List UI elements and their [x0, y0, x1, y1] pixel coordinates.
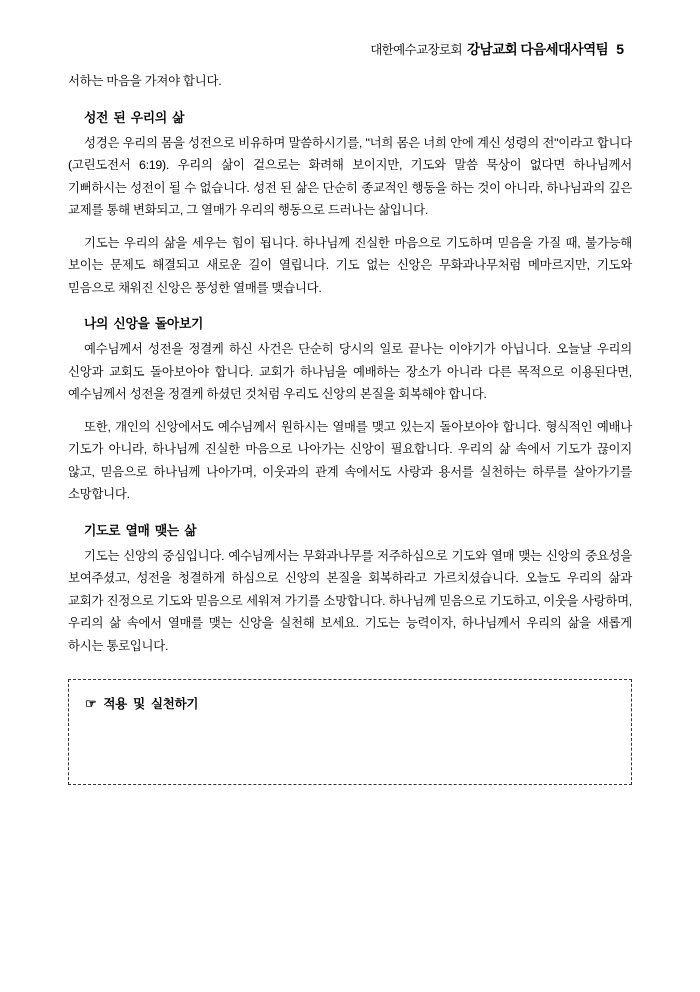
header-organization: 대한예수교장로회 [370, 43, 462, 57]
document-body [68, 64, 632, 785]
paragraph-1-1: 성경은 우리의 몸을 성전으로 비유하며 말씀하시기를, "너희 몸은 너희 안에 계신 성령의 전"이라고 합니다(고린도전서 6:19). 우리의 삶이 겉으로는 화려해 보이지만, 기도와 말씀 묵상이 없다면 하나님께서 기뻐하시는 성전이 될 수 없습니다. 성전 된 삶은 단순히 종교적인 행동을 하는 것이 아니라, 하나님과의 깊은 교제를 통해 변화되고, 그 열매가 우리의 행동으로 드러나는 삶입니다. [68, 135, 632, 217]
paragraph-2-2: 또한, 개인의 신앙에서도 예수님께서 원하시는 열매를 맺고 있는지 돌아보아야 합니다. 형식적인 예배나 기도가 아니라, 하나님께 진실한 마음으로 나아가는 신앙이 필요합니다. 우리의 삶 속에서 기도가 끊이지 않고, 믿음으로 하나님께 나아가며, 이웃과의 관계 속에서도 사랑과 용서를 실천하는 하루를 살아가기를 소망합니다. [68, 419, 632, 501]
page-header [68, 30, 632, 64]
opening-paragraph: 서하는 마음을 가져야 합니다. [68, 74, 222, 88]
section-heading-2: 나의 신앙을 돌아보기 [84, 316, 204, 331]
application-box-title-text: 적용 및 실천하기 [103, 697, 199, 711]
pointing-hand-icon: ☞ [85, 695, 97, 711]
paragraph-3-1: 기도는 신앙의 중심입니다. 예수님께서는 무화과나무를 저주하심으로 기도와 열매 맺는 신앙의 중요성을 보여주셨고, 성전을 청결하게 하심으로 신앙의 본질을 회복하라고 가르치셨습니다. 오늘도 우리의 삶과 교회가 진정으로 기도와 믿음으로 세워져 가기를 소망합니다. 하나님께 믿음으로 기도하고, 이웃을 사랑하며, 우리의 삶 속에서 열매를 맺는 신앙을 실천해 보세요. 기도는 능력이자, 하나님께서 우리의 삶을 새롭게 하시는 통로입니다. [68, 548, 632, 653]
header-team: 강남교회 다음세대사역팀 [467, 42, 609, 57]
paragraph-2-1: 예수님께서 성전을 정결케 하신 사건은 단순히 당시의 일로 끝나는 이야기가 아닙니다. 오늘날 우리의 신앙과 교회도 돌아보아야 합니다. 교회가 하나님을 예배하는 장소가 아니라 다른 목적으로 이용된다면, 예수님께서 성전을 정결케 하셨던 것처럼 우리도 신앙의 본질을 회복해야 합니다. [68, 342, 632, 401]
section-heading-1: 성전 된 우리의 삶 [84, 109, 185, 125]
section-heading-3: 기도로 열매 맺는 삶 [84, 522, 197, 538]
application-box-title [85, 694, 615, 712]
page-number: 5 [616, 41, 624, 57]
paragraph-1-2: 기도는 우리의 삶을 세우는 힘이 됩니다. 하나님께 진실한 마음으로 기도하며 믿음을 가질 때, 불가능해 보이는 문제도 해결되고 새로운 길이 열립니다. 기도 없는 신앙은 무화과나무처럼 메마르지만, 기도와 믿음으로 채워진 신앙은 풍성한 열매를 맺습니다. [68, 235, 632, 295]
application-box[interactable] [68, 679, 632, 785]
